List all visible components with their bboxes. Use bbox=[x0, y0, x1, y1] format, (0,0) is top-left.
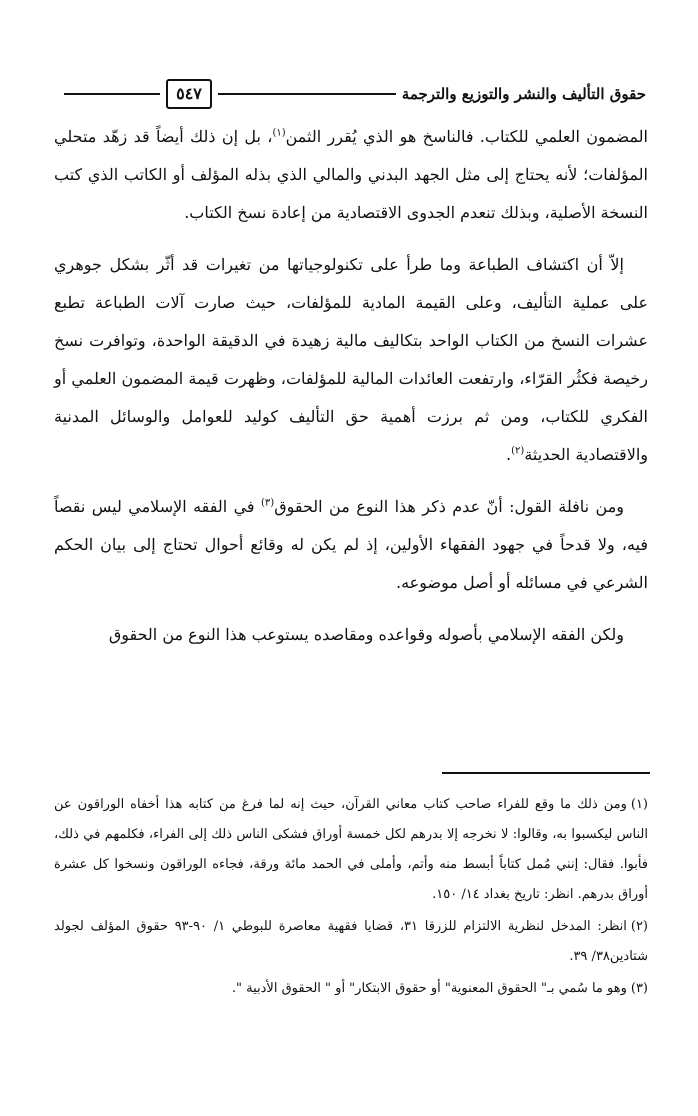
footnote-mark: (١) bbox=[630, 797, 648, 812]
footnote-ref-1[interactable]: (١) bbox=[272, 127, 286, 139]
paragraph-text: إلاّ أن اكتشاف الطباعة وما طرأ على تكنولوجياتها من تغيرات قد أثّر بشكل جوهري على عملية التأليف، وعلى القيمة المادية للمؤلفات، حيث صارت آلات الطباعة تطبع عشرات النسخ من الكتاب الواحد بتكاليف مالية زهيدة في الدقيقة الواحدة، وتوافرت نسخ رخيصة فكثُر القرّاء، وارتفعت العائدات المالية للمؤلفات، وظهرت قيمة المضمون العلمي أو الفكري للكتاب، ومن ثم برزت أهمية حق التأليف كوليد للعوامل والوسائل المدنية والاقتصادية الحديثة bbox=[54, 255, 648, 464]
paragraph-text: في الفقه الإسلامي ليس نقصاً فيه، ولا قدحاً في جهود الفقهاء الأولين، إذ لم يكن له وقائع أحوال تحتاج إلى بيان الحكم الشرعي في مسائله أو أصل موضوعه. bbox=[54, 497, 648, 592]
footnote-1 bbox=[54, 790, 648, 910]
running-header bbox=[58, 72, 646, 116]
footnote-3 bbox=[54, 974, 648, 1004]
paragraph-4 bbox=[54, 616, 648, 654]
footnote-2 bbox=[54, 912, 648, 972]
paragraph-text: المضمون العلمي للكتاب. فالناسخ هو الذي يُقرر الثمن bbox=[285, 127, 648, 146]
paragraph-text: . bbox=[506, 445, 512, 464]
page-number: ٥٤٧ bbox=[176, 84, 202, 103]
paragraph-text: ، بل إن ذلك أيضاً قد زهّد متحلي المؤلفات؛ لأنه يحتاج إلى مثل الجهد البدني والمالي الذي بذله المؤلف أو الكاتب الذي كتب النسخة الأصلية، وبذلك تنعدم الجدوى الاقتصادية من إعادة نسخ الكتاب. bbox=[54, 127, 648, 222]
paragraph-text: ومن نافلة القول: أنّ عدم ذكر هذا النوع من الحقوق bbox=[274, 497, 625, 516]
footnote-mark: (٢) bbox=[630, 919, 648, 934]
footnote-text: وهو ما سُمي بـ" الحقوق المعنوية" أو حقوق الابتكار" أو " الحقوق الأدبية ". bbox=[231, 981, 627, 996]
page-number-box bbox=[166, 79, 212, 109]
footnote-text: ومن ذلك ما وقع للفراء صاحب كتاب معاني القرآن، حيث إنه لما فرغ من كتابه هذا أخفاه الوراقون عن الناس ليكسبوا به، وقالوا: لا نخرجه إلا بدرهم لكل خمسة أوراق فشكى الناس ذلك إلى الفراء، فكلمهم في ذلك، فأبوا. فقال: إنني مُمل كتاباً أبسط منه وأتم، وأملى في الحمد مائة ورقة، فجاءه الوراقون ونسخوا كل عشرة أوراق بدرهم. انظر: تاريخ بغداد ١٤/ ١٥٠. bbox=[54, 797, 648, 902]
paragraph-text: ولكن الفقه الإسلامي بأصوله وقواعده ومقاصده يستوعب هذا النوع من الحقوق bbox=[108, 625, 624, 644]
main-text bbox=[54, 118, 648, 668]
footnotes bbox=[54, 790, 648, 1006]
header-rule bbox=[218, 93, 396, 95]
paragraph-3 bbox=[54, 488, 648, 602]
footnote-ref-3[interactable]: (٣) bbox=[261, 497, 275, 509]
footnote-ref-2[interactable]: (٢) bbox=[511, 445, 525, 457]
running-title: حقوق التأليف والنشر والتوزيع والترجمة bbox=[401, 85, 646, 103]
footnote-text: انظر: المدخل لنظرية الالتزام للزرقا ٣١، قضايا فقهية معاصرة للبوطي ١/ ٩٠-٩٣ حقوق المؤلف لجولد شتادين٣٨/ ٣٩. bbox=[54, 919, 648, 964]
paragraph-2 bbox=[54, 246, 648, 474]
paragraph-1 bbox=[54, 118, 648, 232]
footnote-mark: (٣) bbox=[630, 981, 648, 996]
header-rule-left bbox=[64, 93, 160, 95]
footnote-separator bbox=[442, 772, 650, 774]
